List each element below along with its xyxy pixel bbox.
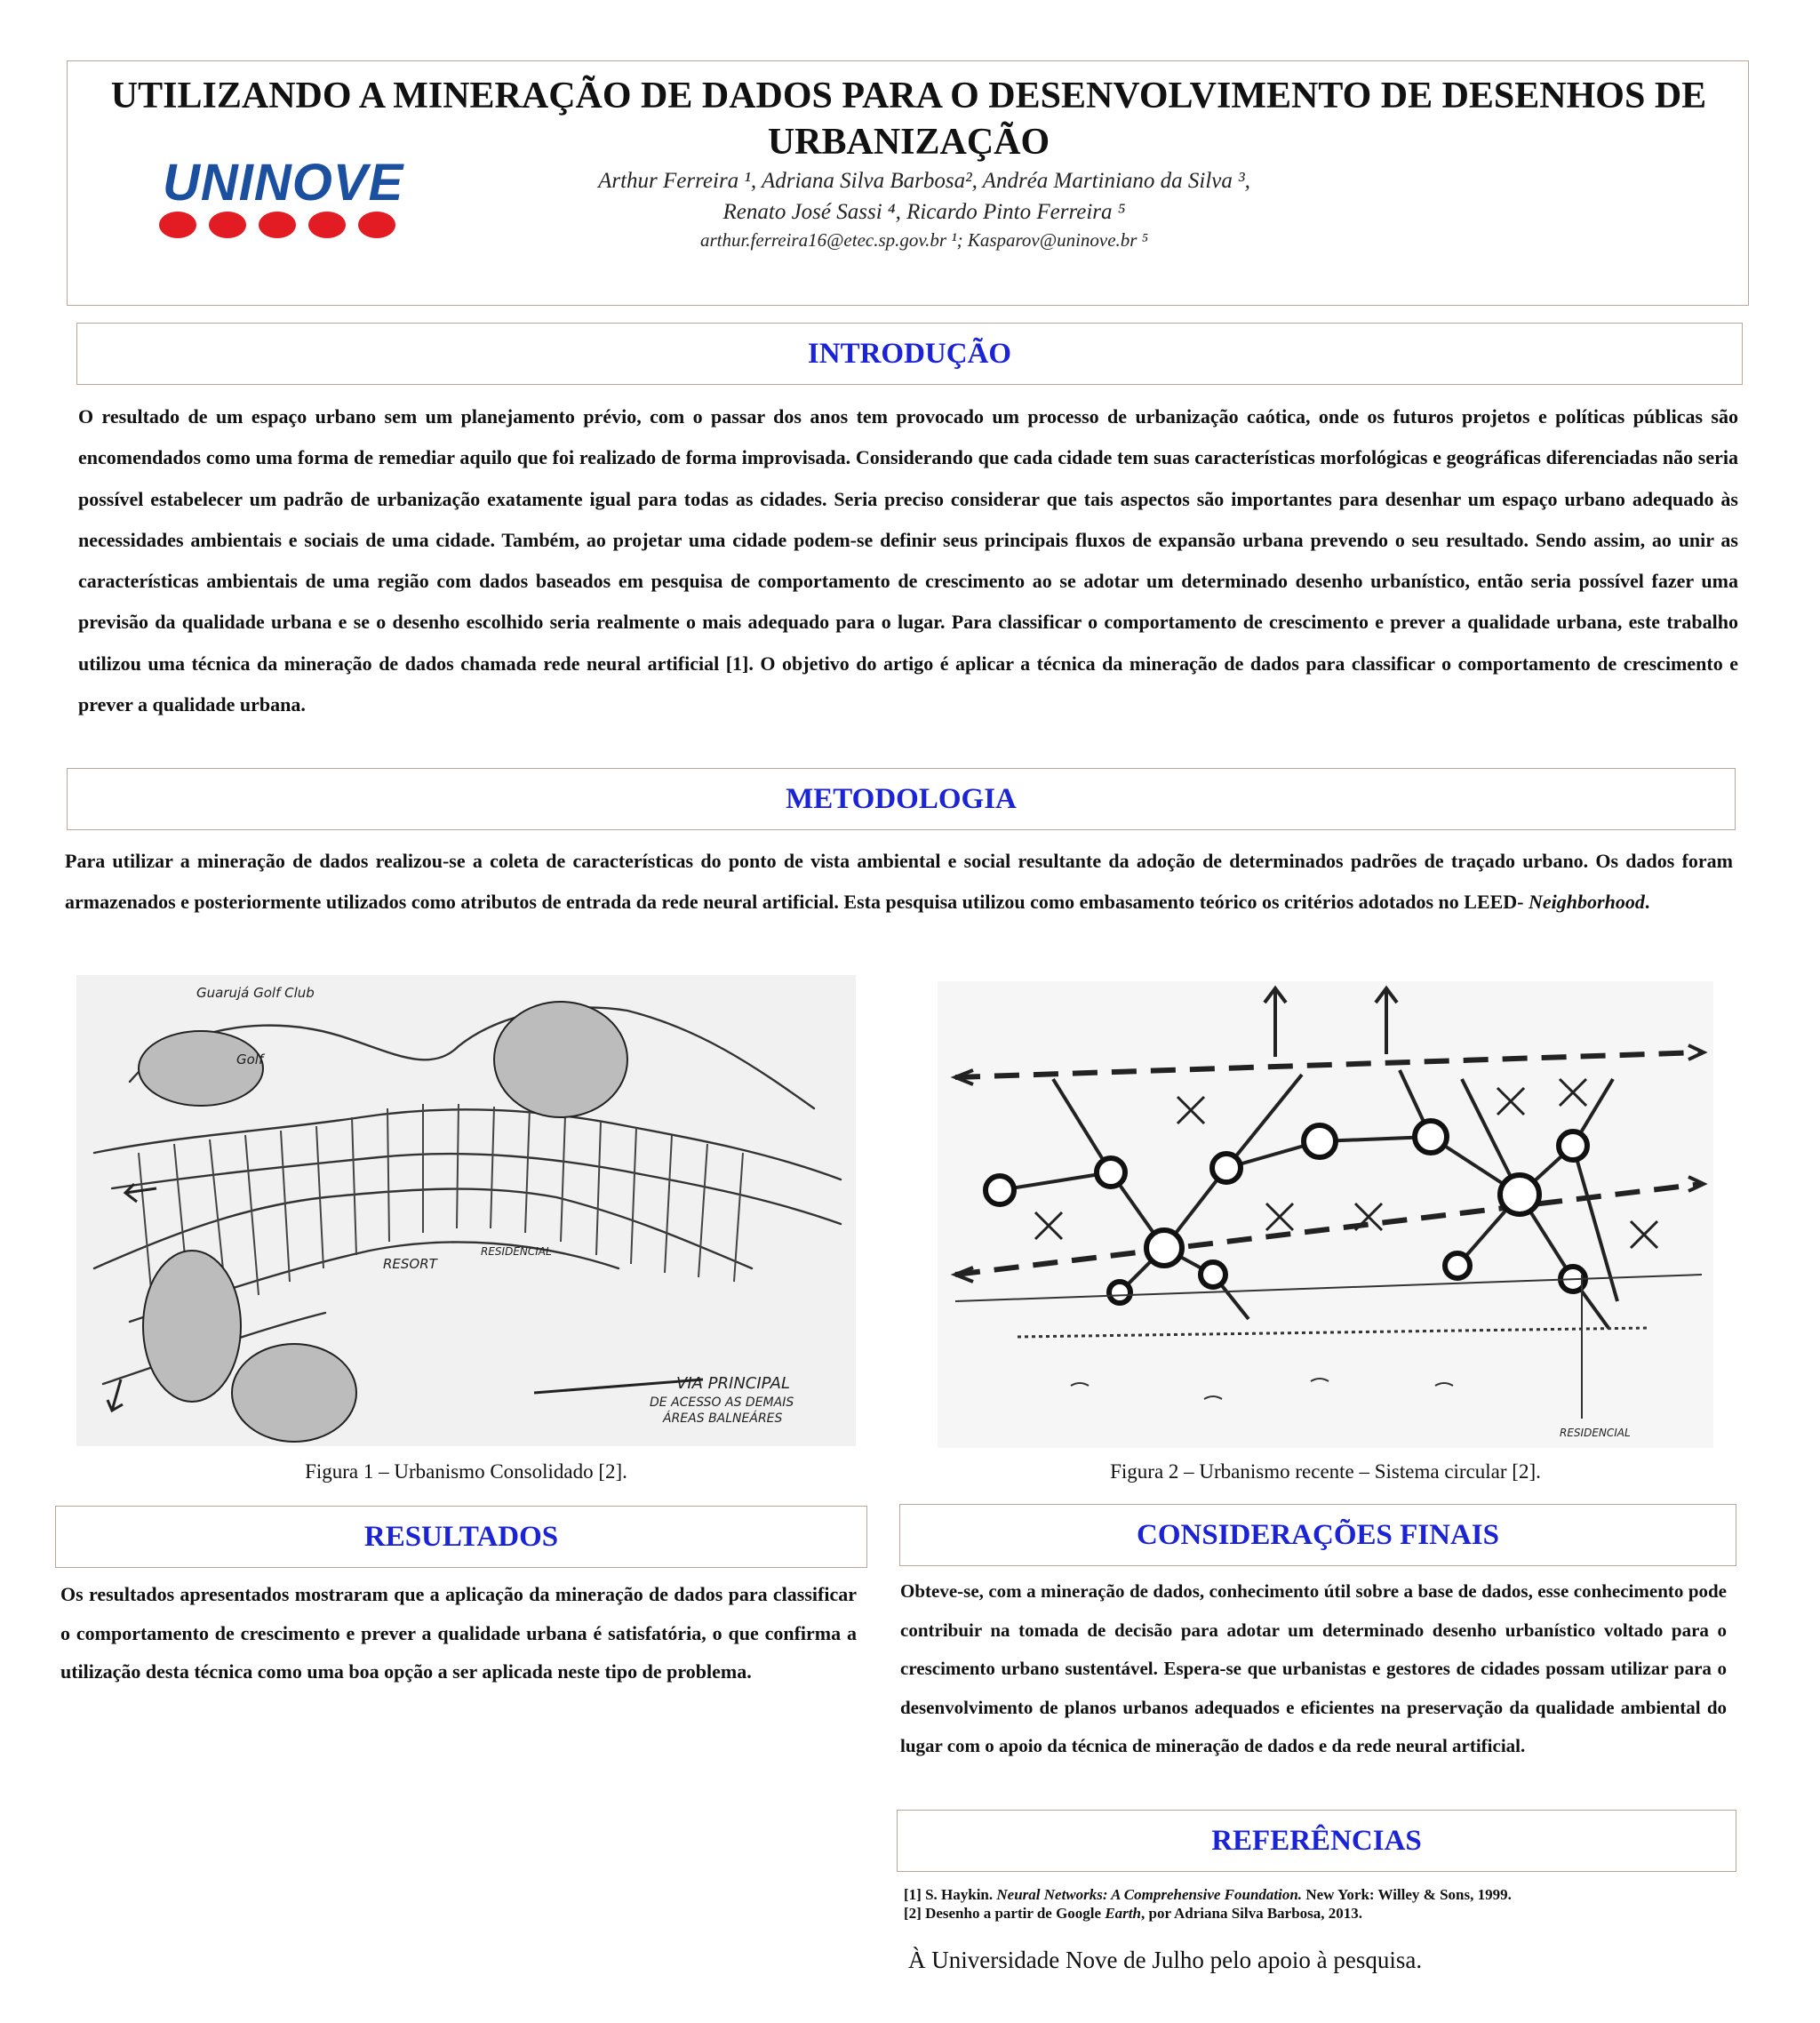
fig1-label-resort: RESORT bbox=[383, 1256, 437, 1272]
fig1-label-via-acesso: DE ACESSO AS DEMAIS bbox=[650, 1395, 794, 1410]
figure-1-sketch bbox=[76, 975, 856, 1446]
fig1-label-via-principal: VIA PRINCIPAL bbox=[676, 1374, 790, 1393]
figure-2-drawing bbox=[938, 981, 1713, 1448]
fig2-label-residencial: RESIDENCIAL bbox=[1560, 1427, 1631, 1439]
references-heading-box bbox=[897, 1810, 1736, 1872]
figure-2-sketch bbox=[938, 981, 1713, 1448]
logo-dot bbox=[358, 212, 395, 238]
fig1-label-golf-club: Guarujá Golf Club bbox=[196, 985, 315, 1001]
method-heading-box bbox=[67, 768, 1736, 830]
reference-2 bbox=[904, 1904, 1739, 1923]
acknowledgement: À Universidade Nove de Julho pelo apoio à pesquisa. bbox=[908, 1947, 1423, 1973]
reference-1 bbox=[904, 1885, 1739, 1904]
fig1-label-residencial: RESIDENCIAL bbox=[481, 1245, 552, 1258]
intro-text: O resultado de um espaço urbano sem um planejamento prévio, com o passar dos anos tem provocado um processo de urbanização caótica, onde os futuros projetos e políticas públicas são encomendados como uma forma de remediar aquilo que foi realizado de forma improvisada. Considerando que cada cidade tem suas características morfológicas e geográficas diferenciadas não seria possível estabelecer um padrão de urbanização exatamente igual para todas as cidades. Seria preciso considerar que tais aspectos são importantes para desenhar um espaço urbano adequado às necessidades ambientais e sociais de uma cidade. Também, ao projetar uma cidade podem-se definir seus principais fluxos de expansão urbana prevendo o seu resultado. Sendo assim, ao unir as características ambientais de uma região com dados baseados em pesquisa de comportamento de crescimento ao se adotar um determinado desenho urbanístico, então seria possível fazer uma previsão da qualidade urbana e se o desenho escolhido seria realmente o mais adequado para o lugar. Para classificar o comportamento de crescimento e prever a qualidade urbana, este trabalho utilizou uma técnica da mineração de dados chamada rede neural artificial [1]. O objetivo do artigo é aplicar a técnica da mineração de dados para classificar o comportamento de crescimento e prever a qualidade urbana. bbox=[78, 405, 1738, 716]
logo-dot bbox=[308, 212, 346, 238]
intro-heading-box bbox=[76, 323, 1743, 385]
authors bbox=[418, 165, 1431, 228]
fig1-label-areas: ÁREAS BALNEÁRES bbox=[663, 1411, 783, 1426]
references-heading: REFERÊNCIAS bbox=[1211, 1824, 1422, 1857]
logo-text: UNINOVE bbox=[163, 154, 404, 212]
reference-2-text: [2] Desenho a partir de Google bbox=[904, 1905, 1106, 1922]
authors-line-2: Renato José Sassi ⁴, Ricardo Pinto Ferreira ⁵ bbox=[722, 200, 1126, 224]
results-heading: RESULTADOS bbox=[363, 1520, 559, 1553]
logo-dot bbox=[209, 212, 246, 238]
intro-heading: INTRODUÇÃO bbox=[807, 337, 1012, 370]
conclusions-heading: CONSIDERAÇÕES FINAIS bbox=[1136, 1518, 1499, 1551]
fig1-label-golf: Golf bbox=[236, 1051, 264, 1067]
conclusions-text: Obteve-se, com a mineração de dados, conhecimento útil sobre a base de dados, esse conhecimento pode contribuir na tomada de decisão para adotar um determinado desenho urbanístico voltado para o crescimento urbano sustentável. Espera-se que urbanistas e gestores de cidades possam utilizar para o desenvolvimento de planos urbanos adequados e eficientes na preservação da qualidade ambiental do lugar com o apoio da técnica de mineração de dados e da rede neural artificial. bbox=[900, 1580, 1727, 1756]
reference-2-italic: Earth bbox=[1105, 1905, 1141, 1922]
results-text: Os resultados apresentados mostraram que a aplicação da mineração de dados para classificar o comportamento de crescimento e prever a qualidade urbana é satisfatória, o que confirma a utilização desta técnica como uma boa opção a ser aplicada neste tipo de problema. bbox=[60, 1583, 857, 1683]
references-list bbox=[904, 1885, 1739, 1923]
reference-2-author: , por Adriana Silva Barbosa, 2013. bbox=[1140, 1905, 1363, 1922]
figure-2-caption: Figura 2 – Urbanismo recente – Sistema circular [2]. bbox=[1110, 1460, 1541, 1483]
uninove-logo bbox=[156, 153, 422, 251]
logo-dot bbox=[259, 212, 296, 238]
method-text bbox=[65, 841, 1733, 923]
method-text-italic: Neighborhood bbox=[1529, 891, 1645, 913]
reference-1-title: Neural Networks: A Comprehensive Foundation. bbox=[996, 1886, 1303, 1903]
author-emails: arthur.ferreira16@etec.sp.gov.br ¹; Kasparov@uninove.br ⁵ bbox=[699, 229, 1149, 251]
figure-1-caption: Figura 1 – Urbanismo Consolidado [2]. bbox=[305, 1460, 627, 1483]
method-text-end: . bbox=[1644, 891, 1650, 913]
conclusions-heading-box bbox=[899, 1504, 1736, 1566]
method-heading: METODOLOGIA bbox=[786, 782, 1017, 815]
reference-1-author: [1] S. Haykin. bbox=[904, 1886, 997, 1903]
results-heading-box bbox=[55, 1506, 867, 1568]
figure-1-drawing bbox=[76, 975, 856, 1446]
authors-line-1: Arthur Ferreira ¹, Adriana Silva Barbosa², Andréa Martiniano da Silva ³, bbox=[598, 169, 1250, 193]
logo-dots bbox=[159, 212, 395, 238]
poster-title: UTILIZANDO A MINERAÇÃO DE DADOS PARA O DESENVOLVIMENTO DE DESENHOS DE URBANIZAÇÃO bbox=[110, 76, 1707, 163]
reference-1-publisher: New York: Willey & Sons, 1999. bbox=[1302, 1886, 1512, 1903]
logo-dot bbox=[159, 212, 196, 238]
method-text-main: Para utilizar a mineração de dados realizou-se a coleta de características do ponto de vista ambiental e social resultante da adoção de determinados padrões de traçado urbano. Os dados foram armazenados e posteriormente utilizados como atributos de entrada da rede neural artificial. Esta pesquisa utilizou como embasamento teórico os critérios adotados no LEED- bbox=[65, 850, 1733, 913]
